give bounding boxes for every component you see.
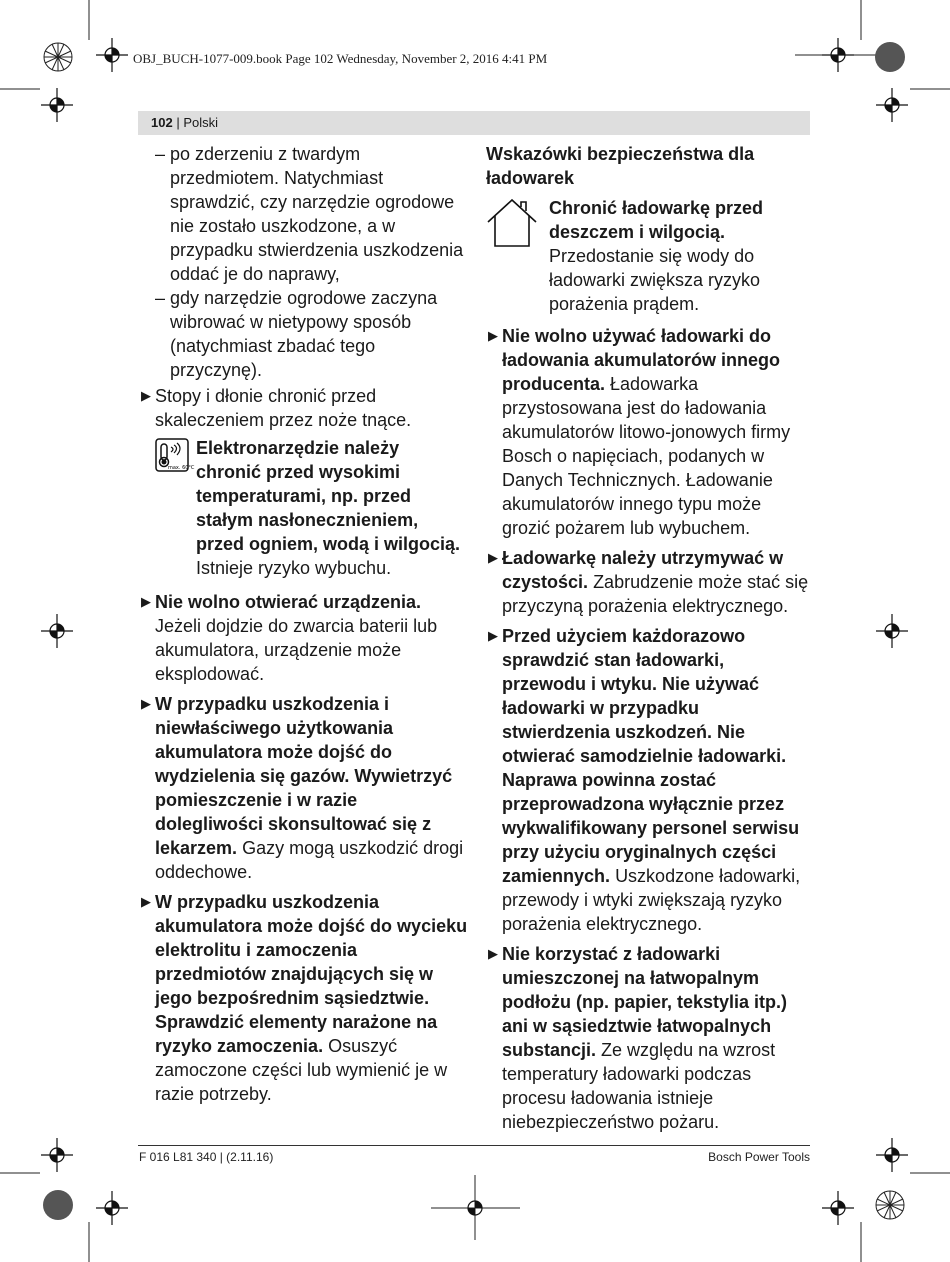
heat-warning-bold: Elektronarzędzie należy chronić przed wysokimi temperaturami, np. przed stałym nasłonecznieniem, przed ogniem, wodą i wilgocią.: [196, 438, 461, 554]
dash-item: [139, 142, 469, 286]
heat-warning-text: [196, 436, 469, 580]
bullet-item: [139, 890, 469, 1106]
footer-rule: [138, 1145, 810, 1146]
moisture-warning-text: [549, 196, 810, 316]
dash-item-text: gdy narzędzie ogrodowe zaczyna wibrować w nietypowy sposób (natychmiast zbadać tego przyczynę).: [170, 288, 438, 380]
bullet-marker: ▶: [488, 328, 498, 343]
print-slug-line: OBJ_BUCH-1077-009.book Page 102 Wednesday, November 2, 2016 4:41 PM: [133, 51, 548, 66]
dash-item: [139, 286, 469, 382]
bullet-text: Stopy i dłonie chronić przed skaleczeniem przez noże tnące.: [155, 386, 412, 430]
bullet-marker: ▶: [141, 696, 151, 711]
bullet-item: [486, 942, 810, 1134]
bullet-normal: Ze względu na wzrost temperatury ładowarki podczas procesu ładowania istnieje niebezpieczeństwo pożaru.: [502, 1040, 776, 1132]
bullet-normal: Zabrudzenie może stać się przyczyną porażenia elektrycznego.: [502, 572, 809, 616]
bullet-normal: Jeżeli dojdzie do zwarcia baterii lub akumulatora, urządzenie może eksplodować.: [155, 616, 438, 684]
bullet-bold: Przed użyciem każdorazowo sprawdzić stan ładowarki, przewodu i wtyku. Nie używać ładowarki w przypadku stwierdzenia uszkodzeń. Nie otwierać samodzielnie ładowarki. Naprawa powinna zostać przeprowadzona wyłącznie przez wykwalifikowany personel serwisu przy użyciu oryginalnych części zamiennych.: [502, 626, 800, 886]
bullet-bold: Nie wolno używać ładowarki do ładowania akumulatorów innego producenta.: [502, 326, 781, 394]
dash-marker: –: [155, 288, 166, 308]
house-icon: [486, 198, 538, 248]
bullet-item: [486, 546, 810, 618]
thermometer-warning-icon: [155, 438, 195, 472]
bullet-marker: ▶: [141, 594, 151, 609]
bullet-normal: Osuszyć zamoczone części lub wymienić je w razie potrzeby.: [155, 1036, 448, 1104]
bullet-normal: Uszkodzone ładowarki, przewody i wtyki zwiększają ryzyko porażenia elektrycznego.: [502, 866, 801, 934]
bullet-bold: W przypadku uszkodzenia akumulatora może dojść do wycieku elektrolitu i zamoczenia przedmiotów znajdujących się w jego bezpośrednim sąsiedztwie. Sprawdzić elementy narażone na ryzyko zamoczenia.: [155, 892, 468, 1056]
moisture-warning: [486, 196, 810, 316]
page-header: [151, 115, 218, 130]
bullet-item: [139, 692, 469, 884]
bullet-marker: ▶: [488, 550, 498, 565]
bullet-bold: W przypadku uszkodzenia i niewłaściwego użytkowania akumulatora może dojść do wydzielenia się gazów. Wywietrzyć pomieszczenie i w razie dolegliwości skonsultować się z lekarzem.: [155, 694, 453, 858]
bullet-item: [486, 324, 810, 540]
page-header-bar: [138, 111, 810, 135]
bullet-marker: ▶: [141, 388, 151, 403]
right-column: [486, 142, 810, 1134]
bullet-bold: Ładowarkę należy utrzymywać w czystości.: [502, 548, 784, 592]
bullet-bold: Nie korzystać z ładowarki umieszczonej na łatwopalnym podłożu (np. papier, tekstylia itp.) ani w sąsiedztwie łatwopalnych substancji.: [502, 944, 788, 1060]
bullet-bold: Nie wolno otwierać urządzenia.: [155, 592, 422, 612]
bullet-item: [139, 590, 469, 686]
left-column: [139, 142, 469, 1106]
footer-brand: Bosch Power Tools: [708, 1150, 810, 1164]
bullet-normal: Gazy mogą uszkodzić drogi oddechowe.: [155, 838, 464, 882]
bullet-normal: Ładowarka przystosowana jest do ładowania akumulatorów litowo-jonowych firmy Bosch o napięciach, podanych w Danych Technicznych. Ładowanie akumulatorów innego typu może grozić pożarem lub wybuchem.: [502, 374, 791, 538]
bullet-marker: ▶: [141, 894, 151, 909]
heat-warning: [139, 436, 469, 580]
dash-marker: –: [155, 144, 166, 164]
bullet-marker: ▶: [488, 628, 498, 643]
bullet-marker: ▶: [488, 946, 498, 961]
dash-item-text: po zderzeniu z twardym przedmiotem. Natychmiast sprawdzić, czy narzędzie ogrodowe nie zostało uszkodzone, a w przypadku stwierdzenia uszkodzenia oddać je do naprawy,: [170, 144, 464, 284]
footer-doc-code: F 016 L81 340 | (2.11.16): [139, 1150, 274, 1164]
header-language: Polski: [183, 115, 218, 130]
moisture-warning-bold: Chronić ładowarkę przed deszczem i wilgocią.: [549, 198, 764, 242]
page-number: 102: [151, 115, 173, 130]
bullet-item: [486, 624, 810, 936]
header-separator: |: [172, 115, 184, 130]
thermo-icon-label: max. 60°C: [168, 465, 195, 471]
moisture-warning-normal: Przedostanie się wody do ładowarki zwiększa ryzyko porażenia prądem.: [549, 246, 761, 314]
heat-warning-normal: Istnieje ryzyko wybuchu.: [196, 558, 392, 578]
bullet-item: [139, 384, 469, 432]
section-heading: Wskazówki bezpieczeństwa dla ładowarek: [486, 144, 755, 188]
